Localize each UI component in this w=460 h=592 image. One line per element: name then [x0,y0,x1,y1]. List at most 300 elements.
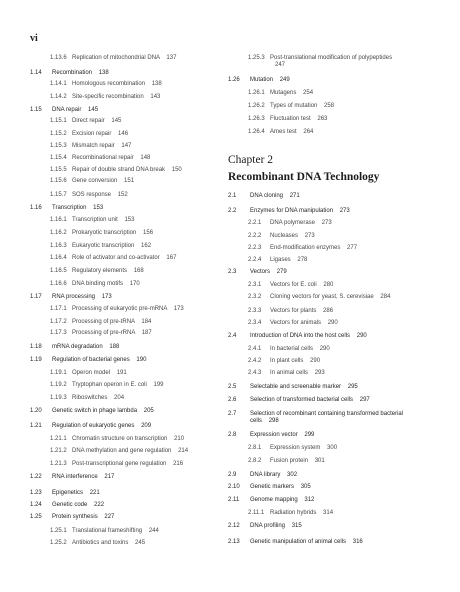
toc-entry-text [72,118,121,125]
toc-entry[interactable] [228,384,433,391]
toc-entry-title: Homologous recombination [72,81,146,87]
toc-entry-title: Riboswitches [72,395,108,401]
toc-entry-title: Cloning vectors for yeast, S. cerevisiae [270,294,374,300]
toc-entry[interactable] [30,370,225,377]
toc-entry[interactable] [228,370,433,377]
toc-entry-text [52,514,114,521]
toc-entry-title: Replication of mitochondrial DNA [72,55,160,61]
toc-entry[interactable] [228,269,433,276]
toc-entry[interactable] [228,116,433,123]
toc-entry-number: 2.8 [228,432,237,438]
toc-entry-number: 2.11 [228,497,240,503]
toc-entry-number: 1.26.3 [248,116,265,122]
toc-entry[interactable] [228,432,433,439]
toc-entry-title: Epigenetics [52,490,84,496]
toc-entry-text [270,358,320,365]
toc-entry-title: Vectors for animals [270,320,322,326]
toc-entry-title: Nucleases [270,233,299,239]
toc-entry-page: 301 [314,458,325,464]
toc-entry[interactable] [30,118,225,125]
toc-entry-page: 280 [323,282,334,288]
toc-entry-page: 263 [317,116,328,122]
toc-entry[interactable] [30,281,225,288]
toc-entry-page: 152 [117,192,128,198]
toc-entry-text [72,268,144,275]
toc-entry[interactable] [30,306,225,313]
toc-entry-title: DNA polymerase [270,220,316,226]
toc-entry-page: 138 [151,81,162,87]
toc-entry-title: Chromatin structure on transcription [72,436,168,442]
toc-entry[interactable] [30,330,225,337]
toc-entry-number: 1.16.4 [50,255,67,261]
toc-entry-number: 1.21 [30,423,42,429]
toc-entry-title: Introduction of DNA into the host cells [250,333,351,339]
toc-entry[interactable] [30,528,225,535]
toc-entry-text [270,257,307,264]
toc-entry-number: 1.26.2 [248,103,265,109]
toc-entry-page: 170 [129,281,140,287]
toc-entry-number: 2.4.1 [248,346,262,352]
toc-entry[interactable] [30,94,225,101]
toc-entry-number: 2.2.2 [248,233,262,239]
toc-entry[interactable] [30,131,225,138]
toc-entry[interactable] [30,243,225,250]
toc-entry-number: 1.23 [30,490,42,496]
toc-entry-text [72,319,151,326]
toc-entry-text [52,205,103,212]
toc-entry-page: 290 [319,346,330,352]
toc-entry-text [72,528,159,535]
toc-entry-page: 209 [141,423,152,429]
toc-entry[interactable] [228,333,433,340]
chapter-title: Recombinant DNA Technology [228,171,380,183]
toc-entry-text [72,192,128,199]
toc-entry[interactable] [30,230,225,237]
toc-entry[interactable] [30,55,225,62]
toc-entry[interactable] [30,423,225,430]
toc-entry-page: 305 [300,484,311,490]
toc-entry-page: 167 [166,255,177,261]
toc-entry-number: 1.24 [30,502,42,508]
toc-entry-page: 284 [380,294,391,300]
toc-entry-text [250,484,311,491]
toc-entry-number: 1.15.5 [50,167,67,173]
toc-entry-text [250,193,300,200]
toc-entry[interactable] [30,395,225,402]
toc-entry[interactable] [228,411,433,425]
toc-entry-text [250,472,297,479]
toc-entry-title: RNA interference [52,474,98,480]
toc-entry-number: 2.3.1 [248,282,262,288]
toc-entry-page: 302 [287,472,298,478]
toc-entry-text [52,344,119,351]
toc-entry[interactable] [228,233,433,240]
toc-entry-page: 277 [347,245,358,251]
toc-entry-number: 1.15 [30,107,42,113]
toc-entry[interactable] [228,458,433,465]
toc-entry-number: 2.6 [228,397,237,403]
toc-entry-page: 227 [104,514,115,520]
toc-entry[interactable] [228,77,433,84]
toc-entry-page: 244 [148,528,159,534]
toc-entry-text [72,448,188,455]
toc-entry-page: 222 [94,502,105,508]
toc-entry-number: 1.25 [30,514,42,520]
toc-entry-number: 2.2 [228,208,237,214]
toc-entry[interactable] [228,397,433,404]
toc-entry-page: 168 [133,268,144,274]
toc-entry-number: 2.2.1 [248,220,262,226]
toc-entry-title: Fluctuation test [270,116,311,122]
toc-entry-text [270,233,315,240]
toc-entry[interactable] [228,208,433,215]
toc-entry[interactable] [228,245,433,252]
toc-entry-text [72,94,160,101]
toc-entry-page: 249 [279,77,290,83]
toc-entry-text [72,540,145,547]
toc-entry[interactable] [30,319,225,326]
toc-entry-text [270,308,333,315]
toc-entry-title: Processing of pre-tRNA [72,319,135,325]
toc-entry[interactable] [30,192,225,199]
toc-entry-title: Protein synthesis [52,514,98,520]
toc-entry-title: Genome mapping [250,497,298,503]
toc-entry-text [270,129,313,136]
toc-entry[interactable] [228,358,433,365]
toc-entry-title: Mismatch repair [72,143,115,149]
toc-entry-text [270,55,400,69]
toc-entry-title: Post-translational modification of polypeptides [270,55,393,61]
toc-entry-page: 245 [135,540,146,546]
toc-entry-number: 1.18 [30,344,42,350]
toc-entry-number: 1.17 [30,294,42,300]
toc-entry-text [270,116,327,123]
toc-entry-page: 300 [327,445,338,451]
toc-entry-title: Expression vector [250,432,298,438]
toc-entry-number: 2.12 [228,523,240,529]
toc-entry-page: 273 [321,220,332,226]
toc-entry[interactable] [30,408,225,415]
toc-entry-number: 1.16 [30,205,42,211]
toc-entry-title: Tryptophan operon in E. coli [72,382,147,388]
toc-entry-page: 151 [124,178,135,184]
toc-entry-title: End-modification enzymes [270,245,341,251]
toc-entry-number: 1.16.5 [50,268,67,274]
toc-entry-page: 205 [143,408,154,414]
toc-entry-title: DNA repair [52,107,82,113]
toc-entry-page: 146 [118,131,129,137]
toc-entry-text [52,423,151,430]
toc-entry[interactable] [228,320,433,327]
toc-entry-title: DNA cloning [250,193,284,199]
toc-entry-text [52,107,98,114]
toc-entry-title: Site-specific recombination [72,94,144,100]
toc-entry-text [72,255,176,262]
toc-entry-page: 173 [173,306,184,312]
toc-entry[interactable] [228,103,433,110]
toc-entry-title: Regulation of bacterial genes [52,357,130,363]
toc-entry-text [52,294,112,301]
toc-entry-title: mRNA degradation [52,344,103,350]
toc-entry-text [250,411,415,425]
toc-entry-page: 188 [109,344,120,350]
toc-entry-number: 2.9 [228,472,237,478]
toc-entry-text [270,320,338,327]
toc-entry-title: Vectors for plants [270,308,317,314]
toc-entry[interactable] [228,55,433,69]
toc-entry-number: 1.25.3 [248,55,265,61]
toc-entry-text [270,103,334,110]
toc-entry-page: 137 [166,55,177,61]
toc-entry[interactable] [228,497,433,504]
toc-entry-text [250,539,363,546]
toc-entry-title: Selection of transformed bacterial cells [250,397,354,403]
toc-entry-title: Repair of double strand DNA break [72,167,166,173]
toc-entry-page: 316 [352,539,363,545]
toc-entry-title: Regulatory elements [72,268,128,274]
toc-entry-title: Genetic code [52,502,88,508]
toc-entry-title: In bacterial cells [270,346,314,352]
toc-entry-title: Gene conversion [72,178,118,184]
toc-entry-page: 297 [359,397,370,403]
toc-entry-page: 190 [136,357,147,363]
toc-entry-text [250,384,358,391]
toc-entry-page: 173 [101,294,112,300]
toc-entry-page: 290 [356,333,367,339]
toc-entry-page: 298 [268,418,279,424]
toc-entry-title: Processing of pre-rRNA [72,330,136,336]
toc-entry-number: 1.15.6 [50,178,67,184]
toc-entry-page: 273 [304,233,315,239]
toc-entry-text [250,497,314,504]
toc-entry[interactable] [30,294,225,301]
toc-entry-page: 145 [111,118,122,124]
toc-entry-page: 247 [275,62,286,68]
toc-entry-number: 2.3.2 [248,294,262,300]
toc-entry[interactable] [30,255,225,262]
toc-entry-number: 2.3.3 [248,308,262,314]
toc-entry-title: Regulation of eukaryotic genes [52,423,135,429]
toc-entry-title: Recombinational repair [72,155,134,161]
toc-entry[interactable] [228,523,433,530]
toc-entry-number: 2.3 [228,269,237,275]
toc-entry-title: Vectors [250,269,271,275]
toc-entry[interactable] [30,205,225,212]
toc-entry-number: 1.25.2 [50,540,67,546]
toc-entry[interactable] [30,514,225,521]
toc-entry[interactable] [30,268,225,275]
toc-entry-title: Transcription unit [72,217,118,223]
toc-entry-title: Processing of eukaryotic pre-mRNA [72,306,168,312]
toc-entry-page: 295 [347,384,358,390]
toc-entry-page: 143 [150,94,161,100]
toc-entry-page: 187 [141,330,152,336]
toc-entry[interactable] [30,382,225,389]
toc-entry-number: 2.3.4 [248,320,262,326]
toc-entry-page: 162 [141,243,152,249]
toc-entry-title: Ames test [270,129,297,135]
toc-entry-number: 2.4 [228,333,237,339]
toc-entry[interactable] [30,502,225,509]
toc-entry-page: 138 [98,70,109,76]
toc-entry[interactable] [30,107,225,114]
toc-entry[interactable] [228,539,433,546]
toc-entry-text [270,370,325,377]
toc-entry[interactable] [30,357,225,364]
toc-entry-number: 2.2.3 [248,245,262,251]
toc-entry-text [250,523,302,530]
toc-entry-page: 145 [88,107,99,113]
toc-entry-text [72,155,150,162]
toc-entry-number: 1.17.1 [50,306,67,312]
toc-entry-text [270,282,333,289]
toc-entry-text [72,131,128,138]
toc-entry-title: Genetic switch in phage lambda [52,408,138,414]
toc-entry[interactable] [30,474,225,481]
toc-entry-page: 264 [303,129,314,135]
toc-entry-number: 1.26.4 [248,129,265,135]
toc-entry-title: Eukaryotic transcription [72,243,135,249]
toc-entry-number: 1.14 [30,70,42,76]
toc-entry[interactable] [228,193,433,200]
toc-entry-text [52,502,104,509]
toc-entry-title: RNA processing [52,294,96,300]
toc-entry-title: Selection of recombinant containing transformed bacterial cells [250,411,404,424]
toc-entry[interactable] [228,445,433,452]
toc-entry[interactable] [228,484,433,491]
toc-entry[interactable] [30,461,225,468]
toc-entry-number: 1.14.2 [50,94,67,100]
toc-entry-title: In plant cells [270,358,304,364]
toc-entry[interactable] [228,346,433,353]
toc-entry-text [72,81,162,88]
toc-entry-text [250,77,290,84]
toc-entry-number: 1.17.2 [50,319,67,325]
toc-entry[interactable] [228,472,433,479]
toc-entry-title: Fusion protein [270,458,309,464]
toc-entry-text [72,461,183,468]
toc-entry-number: 1.21.2 [50,448,67,454]
toc-entry-title: Operon model [72,370,111,376]
toc-entry-text [72,281,140,288]
toc-entry[interactable] [30,436,225,443]
toc-entry[interactable] [228,129,433,136]
toc-entry-text [72,382,164,389]
toc-entry-number: 1.19.2 [50,382,67,388]
toc-entry-title: Recombination [52,70,93,76]
toc-entry-text [72,230,153,237]
toc-entry[interactable] [228,257,433,264]
toc-entry-text [270,220,332,227]
toc-entry-page: 148 [140,155,151,161]
toc-entry[interactable] [30,81,225,88]
toc-entry-page: 286 [323,308,334,314]
toc-entry-page: 204 [114,395,125,401]
toc-entry-title: Types of mutation [270,103,318,109]
toc-entry-text [250,333,367,340]
toc-entry-number: 1.19 [30,357,42,363]
toc-entry-number: 1.26.1 [248,90,265,96]
toc-entry-text [72,217,134,224]
toc-entry-text [72,243,151,250]
toc-entry-page: 279 [276,269,287,275]
toc-entry[interactable] [30,167,225,174]
toc-entry-number: 1.13.6 [50,55,67,61]
toc-entry-title: Direct repair [72,118,105,124]
toc-entry-page: 184 [141,319,152,325]
toc-entry-text [52,490,100,497]
toc-entry-text [72,330,152,337]
toc-entry[interactable] [30,70,225,77]
toc-entry-text [52,70,109,77]
toc-entry[interactable] [228,294,433,301]
toc-entry-text [270,245,357,252]
toc-entry-text [270,90,313,97]
toc-entry[interactable] [228,510,433,517]
toc-entry[interactable] [30,155,225,162]
toc-entry-number: 1.15.1 [50,118,67,124]
toc-entry-number: 2.10 [228,484,240,490]
toc-entry[interactable] [228,220,433,227]
toc-entry-page: 315 [291,523,302,529]
toc-entry-page: 153 [93,205,104,211]
toc-entry-page: 293 [314,370,325,376]
toc-entry-number: 1.14.1 [50,81,67,87]
toc-entry-page: 299 [304,432,315,438]
toc-entry-page: 312 [304,497,315,503]
toc-entry-title: Radiation hybrids [270,510,317,516]
toc-entry[interactable] [30,178,225,185]
toc-entry-page: 216 [173,461,184,467]
toc-entry-text [250,269,287,276]
toc-entry-title: Transcription [52,205,87,211]
toc-entry-text [72,370,127,377]
toc-entry-page: 290 [310,358,321,364]
toc-entry-title: Genetic manipulation of animal cells [250,539,347,545]
toc-entry-text [250,432,314,439]
toc-entry-title: DNA library [250,472,281,478]
toc-entry[interactable] [228,282,433,289]
toc-entry[interactable] [30,217,225,224]
toc-entry-title: DNA methylation and gene regulation [72,448,172,454]
toc-entry-title: DNA profiling [250,523,286,529]
toc-entry-title: Vectors for E. coli [270,282,317,288]
toc-entry-number: 2.7 [228,411,237,417]
toc-entry-number: 2.5 [228,384,237,390]
toc-entry[interactable] [30,344,225,351]
toc-entry-page: 210 [174,436,185,442]
toc-entry[interactable] [30,490,225,497]
toc-entry-page: 199 [153,382,164,388]
toc-entry[interactable] [228,90,433,97]
toc-entry[interactable] [30,540,225,547]
toc-entry[interactable] [228,308,433,315]
toc-entry-text [250,208,350,215]
toc-entry-text [270,510,333,517]
toc-entry[interactable] [30,143,225,150]
toc-entry-text [270,346,330,353]
toc-entry-number: 2.1 [228,193,237,199]
toc-entry-number: 2.11.1 [248,510,265,516]
toc-entry-number: 1.19.1 [50,370,67,376]
toc-entry-page: 156 [143,230,154,236]
toc-entry-number: 2.4.3 [248,370,262,376]
toc-entry-number: 1.16.1 [50,217,67,223]
toc-entry-text [72,167,182,174]
page-number: vi [30,33,38,44]
toc-entry[interactable] [30,448,225,455]
toc-entry-title: DNA binding motifs [72,281,124,287]
